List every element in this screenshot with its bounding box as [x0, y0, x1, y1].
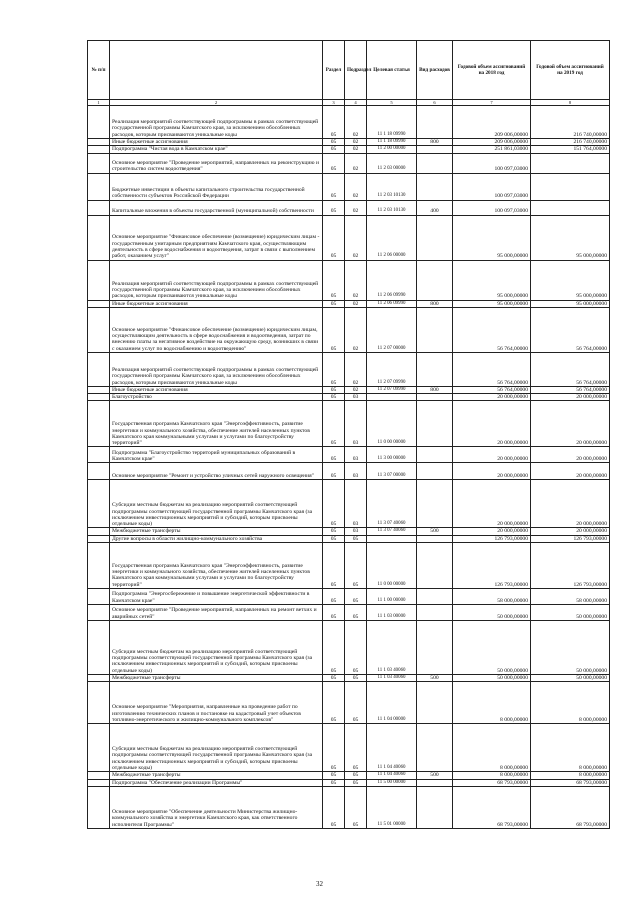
cell-vr: 800 — [417, 386, 453, 393]
table-row — [88, 535, 610, 542]
cell-num — [88, 260, 110, 300]
cell-2019: 95 000,00000 — [531, 300, 610, 307]
cell-razdel: 05 — [323, 535, 345, 542]
cell-csr: 11 3 07 40060 — [367, 528, 417, 535]
cell-num — [88, 772, 110, 779]
cell-podrazdel: 05 — [345, 786, 367, 828]
cell-vr: 500 — [417, 772, 453, 779]
cell-podrazdel: 02 — [345, 139, 367, 146]
cell-podrazdel: 02 — [345, 352, 367, 386]
cell-name: Основное мероприятие "Мероприятия, направленные на проведение работ по изготовлению технических планов и постановке на кадастровый учет объектов топливно-энергетического и жилищно-коммунального комплексов" — [110, 682, 323, 724]
cell-num — [88, 386, 110, 393]
cell-razdel: 05 — [323, 724, 345, 772]
cell-num — [88, 200, 110, 215]
table-row — [88, 621, 610, 675]
cell-2018: 20 000,00000 — [453, 394, 531, 401]
header-csr: Целевая статья — [367, 41, 417, 100]
cell-csr: 11 1 04 40060 — [367, 772, 417, 779]
cell-name: Основное мероприятие "Финансовое обеспечение (возмещение) юридическим лицам, осуществляющим деятельность в сфере водоснабжения и водоотведения, затрат по внесению платы за негативное воздействие на окружающую среду, возникших в связи с оказанием услуг по водоснабжению и водоотведению" — [110, 307, 323, 352]
cell-razdel: 05 — [323, 153, 345, 173]
cell-vr — [417, 535, 453, 542]
cell-2018: 20 000,00000 — [453, 480, 531, 528]
cell-razdel: 05 — [323, 463, 345, 480]
cell-csr: 11 0 00 00000 — [367, 543, 417, 589]
table-row — [88, 215, 610, 260]
cell-num — [88, 528, 110, 535]
table-row — [88, 463, 610, 480]
cell-2018: 209 006,00000 — [453, 106, 531, 139]
table-row — [88, 300, 610, 307]
table-row — [88, 528, 610, 535]
table-row — [88, 307, 610, 352]
cell-num — [88, 300, 110, 307]
cell-podrazdel: 05 — [345, 682, 367, 724]
cell-name: Реализация мероприятий соответствующей подпрограммы в рамках соответствующей государственной программы Камчатского края, за исключением обособленных расходов, которым присваиваются уникальные коды — [110, 106, 323, 139]
page-number: 32 — [316, 880, 323, 888]
cell-name: Капитальные вложения в объекты государственной (муниципальной) собственности — [110, 200, 323, 215]
col-number: 5 — [367, 100, 417, 106]
cell-2019: 68 793,00000 — [531, 786, 610, 828]
cell-2019: 8 000,00000 — [531, 724, 610, 772]
table-row — [88, 352, 610, 386]
cell-num — [88, 139, 110, 146]
cell-2019: 151 764,00000 — [531, 146, 610, 153]
table-row — [88, 106, 610, 139]
cell-razdel: 05 — [323, 307, 345, 352]
cell-razdel: 05 — [323, 528, 345, 535]
cell-csr: 11 2 06 09990 — [367, 260, 417, 300]
cell-csr: 11 1 03 00000 — [367, 605, 417, 621]
cell-vr — [417, 215, 453, 260]
cell-2018: 56 764,00000 — [453, 352, 531, 386]
cell-2018: 50 000,00000 — [453, 621, 531, 675]
cell-podrazdel: 03 — [345, 528, 367, 535]
cell-num — [88, 173, 110, 200]
cell-2018: 58 000,00000 — [453, 589, 531, 605]
cell-2018: 56 764,00000 — [453, 386, 531, 393]
cell-csr: 11 2 00 00000 — [367, 146, 417, 153]
cell-num — [88, 215, 110, 260]
cell-2018: 126 793,00000 — [453, 535, 531, 542]
cell-num — [88, 682, 110, 724]
cell-razdel: 05 — [323, 394, 345, 401]
cell-razdel: 05 — [323, 786, 345, 828]
cell-name: Основное мероприятие "Проведение мероприятий, направленных на ремонт ветхих и аварийных сетей" — [110, 605, 323, 621]
cell-podrazdel: 02 — [345, 146, 367, 153]
cell-podrazdel: 05 — [345, 724, 367, 772]
cell-podrazdel: 03 — [345, 480, 367, 528]
budget-table — [87, 40, 610, 829]
cell-2019 — [531, 173, 610, 200]
cell-name: Основное мероприятие "Ремонт и устройство уличных сетей наружного освещения" — [110, 463, 323, 480]
cell-csr — [367, 394, 417, 401]
cell-podrazdel: 05 — [345, 779, 367, 786]
cell-2018: 8 000,00000 — [453, 724, 531, 772]
cell-num — [88, 786, 110, 828]
cell-podrazdel: 02 — [345, 200, 367, 215]
cell-csr: 11 1 18 09990 — [367, 139, 417, 146]
cell-num — [88, 589, 110, 605]
cell-2018: 100 097,03000 — [453, 200, 531, 215]
cell-name: Подпрограмма "Обеспечение реализации Программы" — [110, 779, 323, 786]
table-row — [88, 786, 610, 828]
cell-2019: 216 740,00000 — [531, 106, 610, 139]
header-podrazdel: Подраздел — [345, 41, 367, 100]
cell-2018: 95 000,00000 — [453, 300, 531, 307]
cell-csr: 11 0 00 00000 — [367, 401, 417, 447]
cell-vr — [417, 682, 453, 724]
cell-num — [88, 480, 110, 528]
table-row — [88, 386, 610, 393]
cell-razdel: 05 — [323, 352, 345, 386]
header-name — [110, 41, 323, 100]
cell-2019: 20 000,00000 — [531, 447, 610, 463]
header-row — [88, 41, 610, 100]
cell-csr: 11 3 00 00000 — [367, 447, 417, 463]
cell-name: Бюджетные инвестиции в объекты капитального строительства государственной собственности субъектов Российской Федерации — [110, 173, 323, 200]
cell-podrazdel: 05 — [345, 605, 367, 621]
table-row — [88, 146, 610, 153]
cell-num — [88, 621, 110, 675]
cell-vr — [417, 543, 453, 589]
cell-2018: 68 793,00000 — [453, 786, 531, 828]
cell-vr — [417, 589, 453, 605]
table-row — [88, 153, 610, 173]
cell-2019: 56 764,00000 — [531, 307, 610, 352]
cell-vr — [417, 106, 453, 139]
table-row — [88, 543, 610, 589]
cell-name: Государственная программа Камчатского края "Энергоэффективность, развитие энергетики и коммунального хозяйства, обеспечение жителей населенных пунктов Камчатского края коммунальными услугами и услугами по благоустройству территорий" — [110, 543, 323, 589]
cell-razdel: 05 — [323, 480, 345, 528]
cell-razdel: 05 — [323, 621, 345, 675]
header-razdel: Раздел — [323, 41, 345, 100]
cell-2018: 95 000,00000 — [453, 260, 531, 300]
cell-razdel: 05 — [323, 173, 345, 200]
cell-razdel: 05 — [323, 146, 345, 153]
cell-razdel: 05 — [323, 300, 345, 307]
cell-podrazdel: 02 — [345, 260, 367, 300]
cell-razdel: 05 — [323, 139, 345, 146]
cell-2019: 50 000,00000 — [531, 621, 610, 675]
cell-2018: 100 097,03000 — [453, 173, 531, 200]
cell-name: Иные бюджетные ассигнования — [110, 139, 323, 146]
col-number: 2 — [110, 100, 323, 106]
cell-num — [88, 307, 110, 352]
col-number: 6 — [417, 100, 453, 106]
cell-csr: 11 5 00 00000 — [367, 779, 417, 786]
cell-podrazdel: 02 — [345, 106, 367, 139]
cell-vr — [417, 605, 453, 621]
header-num: № п/п — [88, 41, 110, 100]
cell-2018: 209 006,00000 — [453, 139, 531, 146]
cell-vr: 500 — [417, 528, 453, 535]
cell-podrazdel: 03 — [345, 401, 367, 447]
cell-name: Субсидии местным бюджетам на реализацию мероприятий соответствующей подпрограммы соответствующей государственной программы Камчатского края (за исключением инвестиционных мероприятий и субсидий, которым присвоены отдельные коды) — [110, 724, 323, 772]
cell-2018: 8 000,00000 — [453, 772, 531, 779]
cell-2019: 95 000,00000 — [531, 215, 610, 260]
budget-table-container — [87, 40, 609, 829]
cell-2018: 20 000,00000 — [453, 401, 531, 447]
table-row — [88, 394, 610, 401]
cell-name: Основное мероприятие "Обеспечение деятельности Министерства жилищно-коммунального хозяйства и энергетики Камчатского края, как ответственного исполнителя Программы" — [110, 786, 323, 828]
cell-vr — [417, 260, 453, 300]
cell-name: Межбюджетные трансферты — [110, 528, 323, 535]
table-row — [88, 139, 610, 146]
cell-csr: 11 1 04 00000 — [367, 682, 417, 724]
cell-podrazdel: 02 — [345, 386, 367, 393]
cell-podrazdel: 02 — [345, 153, 367, 173]
cell-csr: 11 5 01 00000 — [367, 786, 417, 828]
cell-podrazdel: 02 — [345, 173, 367, 200]
cell-num — [88, 146, 110, 153]
table-row — [88, 200, 610, 215]
table-row — [88, 260, 610, 300]
cell-name: Межбюджетные трансферты — [110, 772, 323, 779]
cell-razdel: 05 — [323, 447, 345, 463]
cell-2019: 216 740,00000 — [531, 139, 610, 146]
cell-razdel: 05 — [323, 779, 345, 786]
cell-name: Благоустройство — [110, 394, 323, 401]
cell-podrazdel: 05 — [345, 621, 367, 675]
cell-name: Реализация мероприятий соответствующей подпрограммы в рамках соответствующей государственной программы Камчатского края, за исключением обособленных расходов, которым присваиваются уникальные коды — [110, 352, 323, 386]
cell-csr: 11 2 07 09990 — [367, 386, 417, 393]
cell-num — [88, 352, 110, 386]
col-number: 1 — [88, 100, 110, 106]
cell-csr: 11 2 06 00000 — [367, 215, 417, 260]
cell-csr: 11 1 04 40060 — [367, 724, 417, 772]
cell-csr: 11 2 07 09990 — [367, 352, 417, 386]
cell-vr — [417, 394, 453, 401]
cell-2019: 58 000,00000 — [531, 589, 610, 605]
cell-name: Государственная программа Камчатского края "Энергоэффективность, развитие энергетики и коммунального хозяйства, обеспечение жителей населенных пунктов Камчатского края коммунальными услугами и услугами по благоустройству территорий" — [110, 401, 323, 447]
cell-2019 — [531, 153, 610, 173]
table-row — [88, 772, 610, 779]
cell-name: Межбюджетные трансферты — [110, 675, 323, 682]
table-row — [88, 724, 610, 772]
cell-podrazdel: 05 — [345, 543, 367, 589]
table-row — [88, 173, 610, 200]
cell-name: Основное мероприятие "Проведение мероприятий, направленных на реконструкцию и строительство систем водоотведения" — [110, 153, 323, 173]
cell-csr: 11 2 07 00000 — [367, 307, 417, 352]
table-row — [88, 589, 610, 605]
cell-csr: 11 1 03 40060 — [367, 621, 417, 675]
cell-2018: 50 000,00000 — [453, 675, 531, 682]
cell-csr — [367, 535, 417, 542]
cell-2018: 8 000,00000 — [453, 682, 531, 724]
cell-csr: 11 1 18 09990 — [367, 106, 417, 139]
cell-vr — [417, 724, 453, 772]
cell-num — [88, 779, 110, 786]
cell-2019: 50 000,00000 — [531, 675, 610, 682]
cell-num — [88, 724, 110, 772]
cell-vr — [417, 621, 453, 675]
cell-num — [88, 463, 110, 480]
cell-razdel: 05 — [323, 589, 345, 605]
cell-2018: 95 000,00000 — [453, 215, 531, 260]
cell-csr: 11 2 06 09990 — [367, 300, 417, 307]
table-row — [88, 401, 610, 447]
cell-2018: 68 793,00000 — [453, 779, 531, 786]
header-2018: Годовой объем ассигнований на 2018 год — [453, 41, 531, 100]
table-row — [88, 675, 610, 682]
cell-razdel: 05 — [323, 682, 345, 724]
cell-2019: 56 764,00000 — [531, 386, 610, 393]
table-row — [88, 605, 610, 621]
cell-razdel: 05 — [323, 260, 345, 300]
cell-podrazdel: 02 — [345, 215, 367, 260]
cell-2019: 56 764,00000 — [531, 352, 610, 386]
table-row — [88, 682, 610, 724]
cell-podrazdel: 05 — [345, 675, 367, 682]
header-2019: Годовой объем ассигнований на 2019 год — [531, 41, 610, 100]
cell-razdel: 05 — [323, 200, 345, 215]
cell-2018: 20 000,00000 — [453, 463, 531, 480]
table-row — [88, 779, 610, 786]
cell-num — [88, 401, 110, 447]
cell-name: Субсидии местным бюджетам на реализацию мероприятий соответствующей подпрограммы соответствующей государственной программы Камчатского края (за исключением инвестиционных мероприятий и субсидий, которым присвоены отдельные коды) — [110, 480, 323, 528]
col-number: 8 — [531, 100, 610, 106]
cell-2019: 126 793,00000 — [531, 535, 610, 542]
cell-vr — [417, 480, 453, 528]
cell-num — [88, 447, 110, 463]
cell-vr: 800 — [417, 139, 453, 146]
cell-podrazdel: 03 — [345, 447, 367, 463]
cell-name: Подпрограмма "Чистая вода в Камчатском крае" — [110, 146, 323, 153]
cell-num — [88, 153, 110, 173]
cell-2019: 20 000,00000 — [531, 480, 610, 528]
cell-podrazdel: 02 — [345, 300, 367, 307]
cell-2019: 20 000,00000 — [531, 394, 610, 401]
cell-csr: 11 2 03 10130 — [367, 200, 417, 215]
cell-podrazdel: 03 — [345, 463, 367, 480]
cell-podrazdel: 05 — [345, 772, 367, 779]
cell-2018: 100 097,03000 — [453, 153, 531, 173]
cell-2019: 68 793,00000 — [531, 779, 610, 786]
cell-vr — [417, 352, 453, 386]
cell-num — [88, 543, 110, 589]
header-vr: Вид расходов — [417, 41, 453, 100]
cell-name: Подпрограмма "Энергосбережение и повышение энергетической эффективности в Камчатском крае" — [110, 589, 323, 605]
cell-num — [88, 535, 110, 542]
cell-podrazdel: 05 — [345, 589, 367, 605]
cell-razdel: 05 — [323, 772, 345, 779]
cell-vr — [417, 307, 453, 352]
cell-name: Иные бюджетные ассигнования — [110, 386, 323, 393]
cell-2019: 20 000,00000 — [531, 463, 610, 480]
col-number: 4 — [345, 100, 367, 106]
cell-csr: 11 2 03 10130 — [367, 173, 417, 200]
cell-razdel: 05 — [323, 215, 345, 260]
cell-razdel: 05 — [323, 386, 345, 393]
cell-num — [88, 605, 110, 621]
cell-vr: 400 — [417, 200, 453, 215]
table-row — [88, 480, 610, 528]
cell-podrazdel: 02 — [345, 307, 367, 352]
cell-2018: 56 764,00000 — [453, 307, 531, 352]
cell-vr — [417, 146, 453, 153]
cell-num — [88, 394, 110, 401]
cell-csr: 11 3 07 40060 — [367, 480, 417, 528]
cell-razdel: 05 — [323, 605, 345, 621]
cell-name: Реализация мероприятий соответствующей подпрограммы в рамках соответствующей государственной программы Камчатского края, за исключением обособленных расходов, которым присваиваются уникальные коды — [110, 260, 323, 300]
cell-razdel: 05 — [323, 106, 345, 139]
cell-vr — [417, 401, 453, 447]
cell-csr: 11 2 03 00000 — [367, 153, 417, 173]
cell-razdel: 05 — [323, 401, 345, 447]
cell-num — [88, 106, 110, 139]
cell-2019: 126 793,00000 — [531, 543, 610, 589]
cell-vr — [417, 153, 453, 173]
cell-vr — [417, 463, 453, 480]
cell-2019 — [531, 200, 610, 215]
cell-2019: 20 000,00000 — [531, 528, 610, 535]
cell-csr: 11 1 00 00000 — [367, 589, 417, 605]
cell-name: Основное мероприятие "Финансовое обеспечение (возмещение) юридическим лицам - государственным унитарным предприятиям Камчатского края, осуществляющим деятельность в сфере водоснабжения и водоотведения, затрат в связи с выполнением работ, оказанием услуг" — [110, 215, 323, 260]
cell-2019: 8 000,00000 — [531, 772, 610, 779]
cell-csr: 11 3 07 00000 — [367, 463, 417, 480]
cell-2018: 126 793,00000 — [453, 543, 531, 589]
cell-2019: 20 000,00000 — [531, 401, 610, 447]
col-number: 3 — [323, 100, 345, 106]
cell-name: Иные бюджетные ассигнования — [110, 300, 323, 307]
cell-2018: 50 000,00000 — [453, 605, 531, 621]
cell-2018: 20 000,00000 — [453, 528, 531, 535]
table-body — [88, 106, 610, 829]
cell-2019: 8 000,00000 — [531, 682, 610, 724]
cell-razdel: 05 — [323, 675, 345, 682]
col-number: 7 — [453, 100, 531, 106]
cell-2019: 50 000,00000 — [531, 605, 610, 621]
cell-vr — [417, 173, 453, 200]
cell-podrazdel: 05 — [345, 535, 367, 542]
cell-csr: 11 1 03 40060 — [367, 675, 417, 682]
cell-num — [88, 675, 110, 682]
cell-podrazdel: 03 — [345, 394, 367, 401]
cell-name: Подпрограмма "Благоустройство территорий муниципальных образований в Камчатском крае" — [110, 447, 323, 463]
cell-2018: 20 000,00000 — [453, 447, 531, 463]
cell-vr — [417, 786, 453, 828]
cell-vr: 500 — [417, 675, 453, 682]
cell-vr: 800 — [417, 300, 453, 307]
cell-vr — [417, 447, 453, 463]
cell-name: Субсидии местным бюджетам на реализацию мероприятий соответствующей подпрограммы соответствующей государственной программы Камчатского края (за исключением инвестиционных мероприятий и субсидий, которым присвоены отдельные коды) — [110, 621, 323, 675]
table-row — [88, 447, 610, 463]
cell-razdel: 05 — [323, 543, 345, 589]
cell-vr — [417, 779, 453, 786]
cell-2019: 95 000,00000 — [531, 260, 610, 300]
cell-name: Другие вопросы в области жилищно-коммунального хозяйства — [110, 535, 323, 542]
cell-2018: 251 861,03000 — [453, 146, 531, 153]
